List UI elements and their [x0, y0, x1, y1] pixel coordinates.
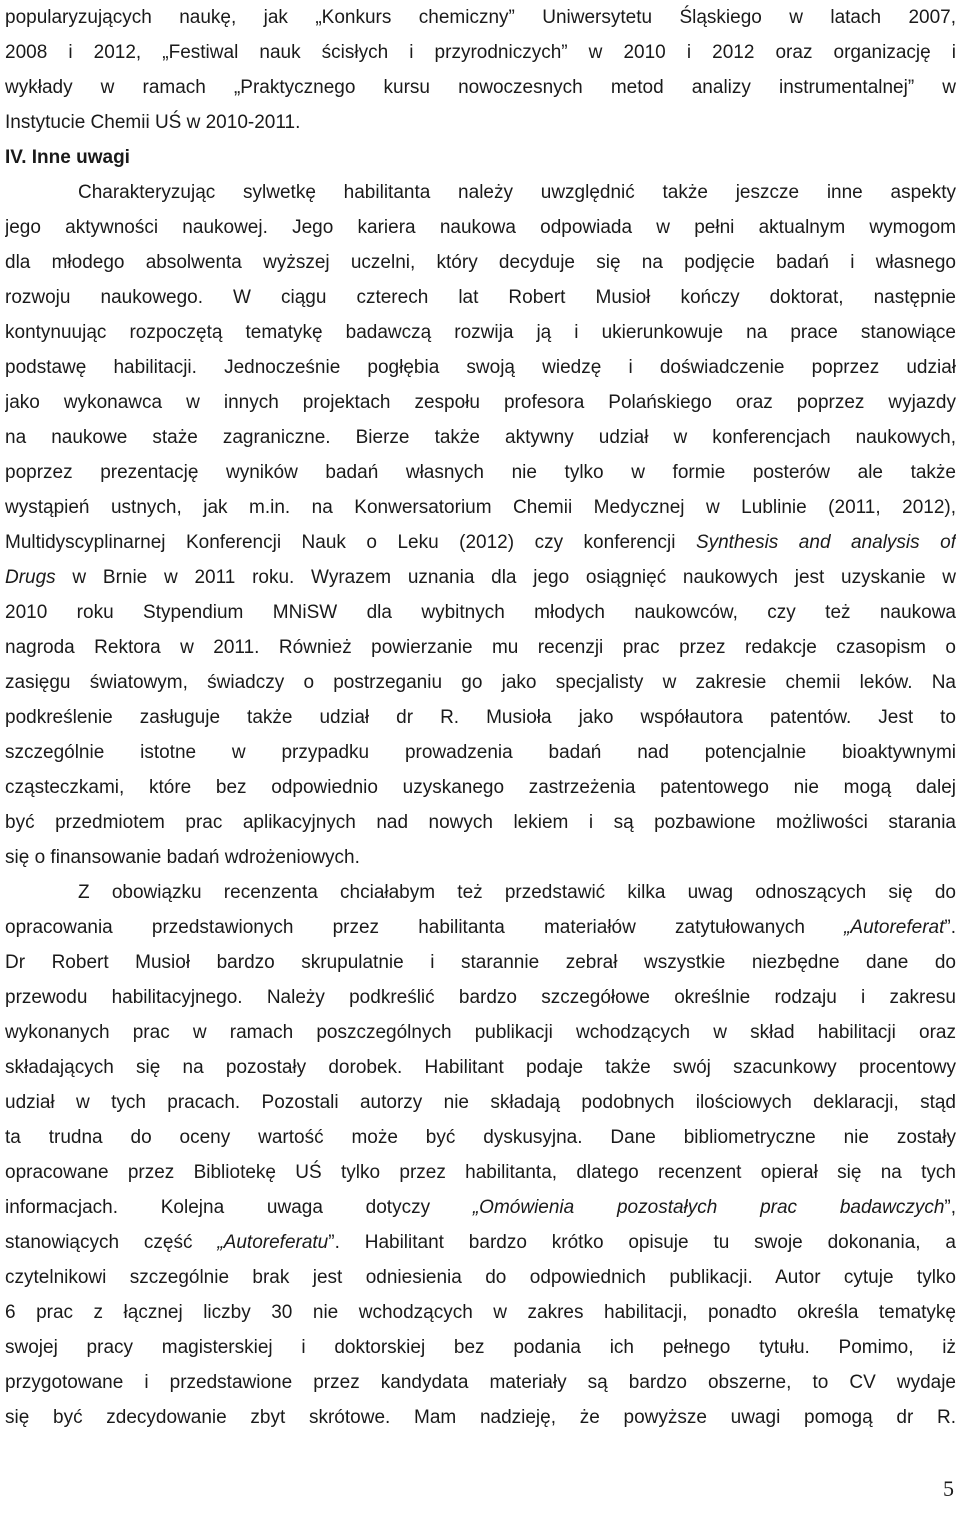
text-span: Multidyscyplinarnej Konferencji Nauk o Leku (2012) czy konferencji	[5, 532, 696, 553]
italic-title: Synthesis and analysis of	[695, 532, 956, 553]
text-line: składających się na pozostały dorobek. Habilitant podaje także swój szacunkowy procentowy	[5, 1057, 956, 1078]
text-line: się być zdecydowanie zbyt skrótowe. Mam nadzieję, że powyższe uwagi pomogą dr R.	[5, 1407, 956, 1428]
text-line: 2008 i 2012, „Festiwal nauk ścisłych i przyrodniczych” w 2010 i 2012 oraz organizację i	[5, 42, 956, 63]
text-span: w Brnie w 2011 roku. Wyrazem uznania dla jego osiągnięć naukowych jest uzyskanie w	[55, 567, 956, 588]
text-line: zasięgu światowym, świadczy o postrzeganiu go jako specjalisty w zakresie chemii leków. Na	[5, 672, 956, 693]
text-line: podstawę habilitacji. Jednocześnie pogłębia swoją wiedzę i doświadczenie poprzez udział	[5, 357, 956, 378]
page-number: 5	[943, 1476, 954, 1501]
text-line: na naukowe staże zagraniczne. Bierze także aktywny udział w konferencjach naukowych,	[5, 427, 956, 448]
text-line: rozwoju naukowego. W ciągu czterech lat Robert Musioł kończy doktorat, następnie	[5, 287, 956, 308]
text-line: przewodu habilitacyjnego. Należy podkreślić bardzo szczegółowe określnie rodzaju i zakresu	[5, 987, 956, 1008]
text-line: Instytucie Chemii UŚ w 2010-2011.	[5, 112, 301, 133]
text-span: opracowania przedstawionych przez habilitanta materiałów zatytułowanych	[5, 917, 845, 938]
text-span: informacjach. Kolejna uwaga dotyczy	[5, 1197, 473, 1218]
text-line: 2010 roku Stypendium MNiSW dla wybitnych młodych naukowców, czy też naukowa	[5, 602, 956, 623]
text-line	[5, 560, 956, 595]
text-line: przygotowane i przedstawione przez kandydata materiały są bardzo obszerne, to CV wydaje	[5, 1372, 956, 1393]
text-line: nagroda Rektora w 2011. Również powierzanie mu recenzji prac przez redakcje czasopism o	[5, 637, 956, 658]
text-span: stanowiących część	[5, 1232, 218, 1253]
text-line	[5, 1190, 956, 1225]
text-span: ”,	[944, 1197, 956, 1218]
italic-title: Drugs	[5, 567, 56, 588]
text-line	[5, 525, 956, 560]
section-number: IV.	[5, 147, 27, 168]
section-heading	[5, 140, 956, 175]
text-line	[5, 1225, 956, 1260]
text-line: popularyzujących naukę, jak „Konkurs chemiczny” Uniwersytetu Śląskiego w latach 2007,	[5, 7, 956, 28]
italic-title: „Autoreferatu	[217, 1232, 329, 1253]
italic-title: „Autoreferat	[844, 917, 945, 938]
italic-title: „Omówienia pozostałych prac badawczych	[472, 1197, 945, 1218]
text-line: jako wykonawca w innych projektach zespołu profesora Polańskiego oraz poprzez wyjazdy	[5, 392, 956, 413]
text-line	[5, 910, 956, 945]
text-line: podkreślenie zasługuje także udział dr R. Musioła jako współautora patentów. Jest to	[5, 707, 956, 728]
text-line: Z obowiązku recenzenta chciałabym też przedstawić kilka uwag odnoszących się do	[78, 882, 956, 903]
text-line: się o finansowanie badań wdrożeniowych.	[5, 847, 360, 868]
text-line: kontynuując rozpoczętą tematykę badawczą rozwija ją i ukierunkowuje na prace stanowiące	[5, 322, 956, 343]
text-line: swojej pracy magisterskiej i doktorskiej bez podania ich pełnego tytułu. Pomimo, iż	[5, 1337, 956, 1358]
text-line: wystąpień ustnych, jak m.in. na Konwersatorium Chemii Medycznej w Lublinie (2011, 2012),	[5, 497, 956, 518]
text-line: czytelnikowi szczególnie brak jest odniesienia do odpowiednich publikacji. Autor cytuje tylko	[5, 1267, 956, 1288]
text-line: Charakteryzując sylwetkę habilitanta należy uwzględnić także jeszcze inne aspekty	[78, 182, 956, 203]
text-line: cząsteczkami, które bez odpowiednio uzyskanego zastrzeżenia patentowego nie mogą dalej	[5, 777, 956, 798]
text-line: opracowane przez Bibliotekę UŚ tylko przez habilitanta, dlatego recenzent opierał się na tych	[5, 1162, 956, 1183]
text-line: wykonanych prac w ramach poszczególnych publikacji wchodzących w skład habilitacji oraz	[5, 1022, 956, 1043]
text-line: 6 prac z łącznej liczby 30 nie wchodzących w zakres habilitacji, ponadto określa tematykę	[5, 1302, 956, 1323]
text-line: Dr Robert Musioł bardzo skrupulatnie i starannie zebrał wszystkie niezbędne dane do	[5, 952, 956, 973]
text-line: jego aktywności naukowej. Jego kariera naukowa odpowiada w pełni aktualnym wymogom	[5, 217, 956, 238]
text-line: być przedmiotem prac aplikacyjnych nad nowych lekiem i są pozbawione możliwości starania	[5, 812, 956, 833]
text-line: dla młodego absolwenta wyższej uczelni, który decyduje się na podjęcie badań i własnego	[5, 252, 956, 273]
text-line: szczególnie istotne w przypadku prowadzenia badań nad potencjalnie bioaktywnymi	[5, 742, 956, 763]
text-line: poprzez prezentację wyników badań własnych nie tylko w formie posterów ale także	[5, 462, 956, 483]
text-line: udział w tych pracach. Pozostali autorzy nie składają podobnych ilościowych deklaracji, stąd	[5, 1092, 956, 1113]
section-title: Inne uwagi	[31, 147, 130, 168]
text-line: wykłady w ramach „Praktycznego kursu nowoczesnych metod analizy instrumentalnej” w	[5, 77, 956, 98]
text-line: ta trudna do oceny wartość może być dyskusyjna. Dane bibliometryczne nie zostały	[5, 1127, 956, 1148]
text-span: ”. Habilitant bardzo krótko opisuje tu swoje dokonania, a	[328, 1232, 956, 1253]
text-span: ”.	[944, 917, 956, 938]
